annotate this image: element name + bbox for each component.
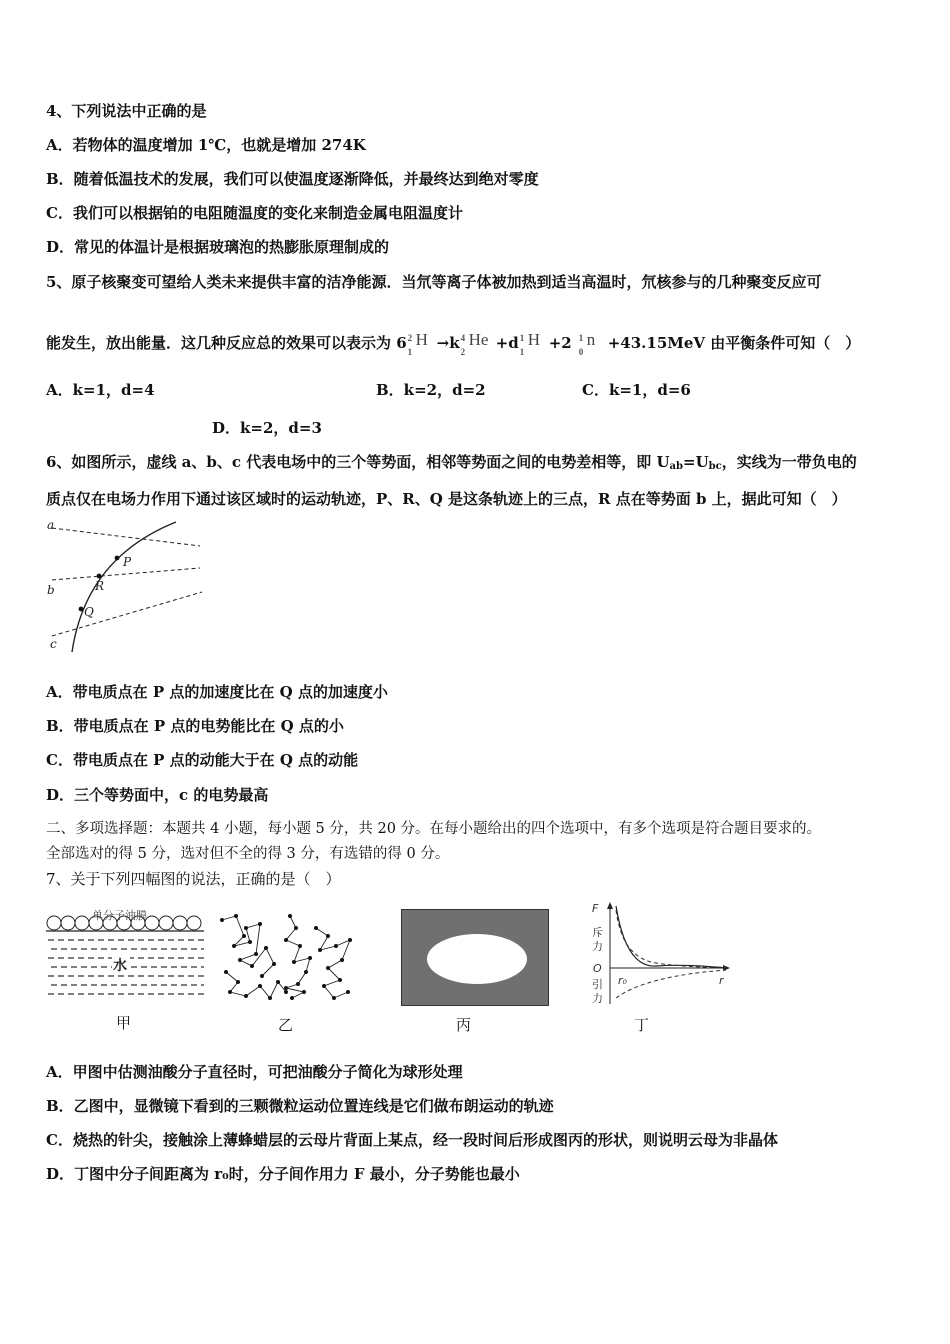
q7-option-b: B．乙图中，显微镜下看到的三颗微粒运动位置连线是它们做布朗运动的轨迹: [46, 1097, 554, 1115]
caption-bing: 丙: [456, 1016, 472, 1034]
figure-ding-force-curve: [586, 900, 734, 1008]
nuclide-helium: 4 2 He: [460, 330, 489, 357]
label-li1: 力: [592, 940, 603, 953]
q4-option-d: D．常见的体温计是根据玻璃泡的热膨胀原理制成的: [46, 238, 390, 256]
label-li2: 力: [592, 992, 603, 1005]
nuclide-neutron: 1 0 n: [578, 330, 596, 357]
q6-stem-line1: 6、如图所示，虚线 a、b、c 代表电场中的三个等势面，相邻等势面之间的电势差相等，即 $U_{ab}=U_{bc}$，实线为一带负电的: [46, 453, 857, 472]
point-q: [79, 607, 84, 612]
section2-line1: 二、多项选择题：本题共 4 小题，每小题 5 分，共 20 分。在每小题给出的四个选项中，有多个选项是符合题目要求的。: [46, 821, 822, 837]
figure-yi-brownian: [216, 906, 358, 1006]
plus-2: +2: [548, 334, 572, 352]
label-r0: r₀: [618, 974, 627, 987]
q6-stem-line2: 质点仅在电场力作用下通过该区域时的运动轨迹，P、R、Q 是这条轨迹上的三点，R 点在等势面 b 上，据此可知（ ）: [46, 490, 847, 508]
q5-option-c: C．k=1，d=6: [582, 381, 691, 399]
water-label: 水: [113, 958, 127, 974]
q5-option-a: A．k=1，d=4: [46, 381, 155, 399]
energy: +43.15MeV: [607, 334, 706, 352]
q5-option-d: D．k=2，d=3: [212, 419, 322, 437]
q5-option-b: B．k=2，d=2: [376, 381, 486, 399]
label-a: a: [47, 518, 55, 532]
point-p: [115, 556, 120, 561]
film-label: 单分子油膜: [92, 909, 147, 922]
q7-stem: 7、关于下列四幅图的说法，正确的是（ ）: [46, 870, 341, 888]
q4-option-c: C．我们可以根据铂的电阻随温度的变化来制造金属电阻温度计: [46, 204, 463, 222]
q6-option-c: C．带电质点在 P 点的动能大于在 Q 点的动能: [46, 751, 359, 769]
equipotential-figure: [44, 518, 210, 654]
figure-jia-oil-film: [46, 904, 206, 1004]
section2-line2: 全部选对的得 5 分，选对但不全的得 3 分，有选错的得 0 分。: [46, 846, 450, 862]
q4-option-b: B．随着低温技术的发展，我们可以使温度逐渐降低，并最终达到绝对零度: [46, 170, 539, 188]
q4-option-a: A．若物体的温度增加 1℃，也就是增加 274K: [46, 136, 366, 154]
q5-prefix: 能发生，放出能量．这几种反应总的效果可以表示为 6: [46, 334, 407, 352]
equipotential-c: [52, 592, 202, 636]
label-c: c: [50, 637, 57, 651]
figure-bing-mica: [401, 909, 549, 1006]
q6-option-b: B．带电质点在 P 点的电势能比在 Q 点的小: [46, 717, 344, 735]
q6-option-a: A．带电质点在 P 点的加速度比在 Q 点的加速度小: [46, 683, 388, 701]
label-p: P: [123, 555, 132, 569]
q7-option-c: C．烧热的针尖，接触涂上薄蜂蜡层的云母片背面上某点，经一段时间后形成图丙的形状，则说明云母为非晶体: [46, 1131, 778, 1149]
q7-option-d: D．丁图中分子间距离为 r₀时，分子间作用力 F 最小，分子势能也最小: [46, 1165, 520, 1183]
plus-d: +d: [495, 334, 519, 352]
label-r: R: [95, 579, 105, 593]
nuclide-hydrogen: 1 1 H: [519, 330, 540, 357]
arrow-k: →k: [436, 334, 460, 352]
equipotential-b: [52, 568, 200, 580]
q6-option-d: D．三个等势面中，c 的电势最高: [46, 786, 269, 804]
q7-option-a: A．甲图中估测油酸分子直径时，可把油酸分子简化为球形处理: [46, 1063, 463, 1081]
melted-wax-ellipse: [427, 934, 527, 984]
label-yin: 引: [592, 978, 603, 991]
caption-yi: 乙: [278, 1016, 294, 1034]
caption-jia: 甲: [116, 1014, 132, 1032]
trajectory: [72, 522, 176, 652]
axis-r: r: [719, 974, 724, 987]
origin-o: O: [593, 962, 602, 975]
label-q: Q: [84, 605, 94, 619]
label-chi: 斥: [592, 926, 603, 939]
q5-stem-line2: [46, 328, 861, 357]
q4-stem: 4、下列说法中正确的是: [46, 102, 207, 120]
caption-ding: 丁: [634, 1016, 650, 1034]
nuclide-deuterium-1: 2 1 H: [407, 330, 428, 357]
label-b: b: [47, 583, 55, 597]
q5-stem-line1: 5、原子核聚变可望给人类未来提供丰富的洁净能源．当氘等离子体被加热到适当高温时，氘核参与的几种聚变反应可: [46, 273, 822, 291]
equipotential-a: [52, 528, 200, 546]
point-r: [97, 574, 102, 579]
axis-f: F: [592, 902, 599, 915]
q5-suffix: 由平衡条件可知（ ）: [705, 334, 861, 352]
